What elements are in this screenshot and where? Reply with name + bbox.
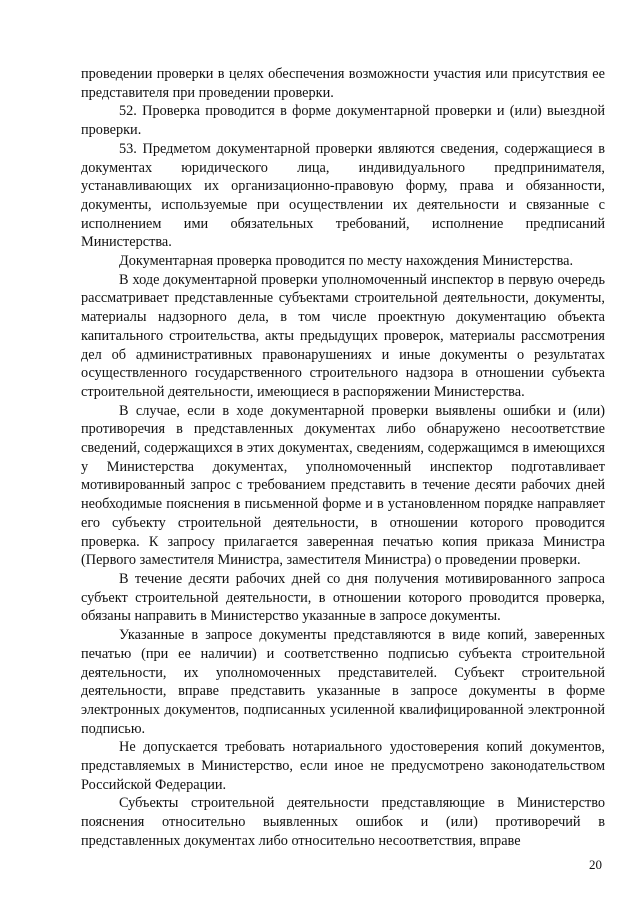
paragraph-notary: Не допускается требовать нотариального удостоверения копий документов, представляемых в Министерство, если иное не предусмотрено законодательством Российской Федерации. (81, 739, 605, 793)
paragraph-52: 52. Проверка проводится в форме документарной проверки и (или) выездной проверки. (81, 103, 605, 139)
paragraph-location: Документарная проверка проводится по месту нахождения Министерства. (119, 253, 574, 270)
paragraph-copies: Указанные в запросе документы представляются в виде копий, заверенных печатью (при ее наличии) и соответственно подписью субъекта строительной деятельности, их уполномоченных представителей. Субъект строительной деятельности, вправе представить указанные в запросе документы в форме электронных документов, подписанных усиленной квалифицированной электронной подписью. (81, 627, 605, 737)
paragraph-explanations: Субъекты строительной деятельности представляющие в Министерство пояснения относительно выявленных ошибок и (или) противоречий в представленных документах либо относительно несоответствия, вправе (81, 795, 605, 849)
paragraph-deadline: В течение десяти рабочих дней со дня получения мотивированного запроса субъект строительной деятельности, в отношении которого проводится проверка, обязаны направить в Министерство указанные в запросе документы. (81, 570, 605, 625)
paragraph-review: В ходе документарной проверки уполномоченный инспектор в первую очередь рассматривает представленные субъектами строительной деятельности, документы, материалы надзорного дела, в том числе проектную документацию объекта капитального строительства, акты предыдущих проверок, материалы рассмотрения дел об административных правонарушениях и иные документы о результатах осуществленного государственного строительного надзора в отношении субъекта строительной деятельности, имеющиеся в распоряжении Министерства. (81, 271, 605, 400)
paragraph-continuation: проведении проверки в целях обеспечения возможности участия или присутствия ее представителя при проведении проверки. (81, 66, 605, 101)
body-text (81, 65, 605, 851)
paragraph-errors: В случае, если в ходе документарной проверки выявлены ошибки и (или) противоречия в представленных документах либо обнаружено несоответствие сведений, содержащихся в этих документах, сведениям, содержащимся в имеющихся у Министерства документах, уполномоченный инспектор подготавливает мотивированный запрос с требованием представить в течение десяти рабочих дней необходимые пояснения в письменной форме и в установленном порядке направляет его субъекту строительной деятельности, в отношении которого проводится проверка. К запросу прилагается заверенная печатью копия приказа Министра (Первого заместителя Министра, заместителя Министра) о проведении проверки. (81, 402, 605, 569)
paragraph-53: 53. Предметом документарной проверки являются сведения, содержащиеся в документах юридического лица, индивидуального предпринимателя, устанавливающих их организационно-правовую форму, права и обязанности, документы, используемые при осуществлении их деятельности и связанные с исполнением ими обязательных требований, исполнение предписаний Министерства. (81, 140, 605, 251)
page-number: 20 (589, 857, 602, 872)
